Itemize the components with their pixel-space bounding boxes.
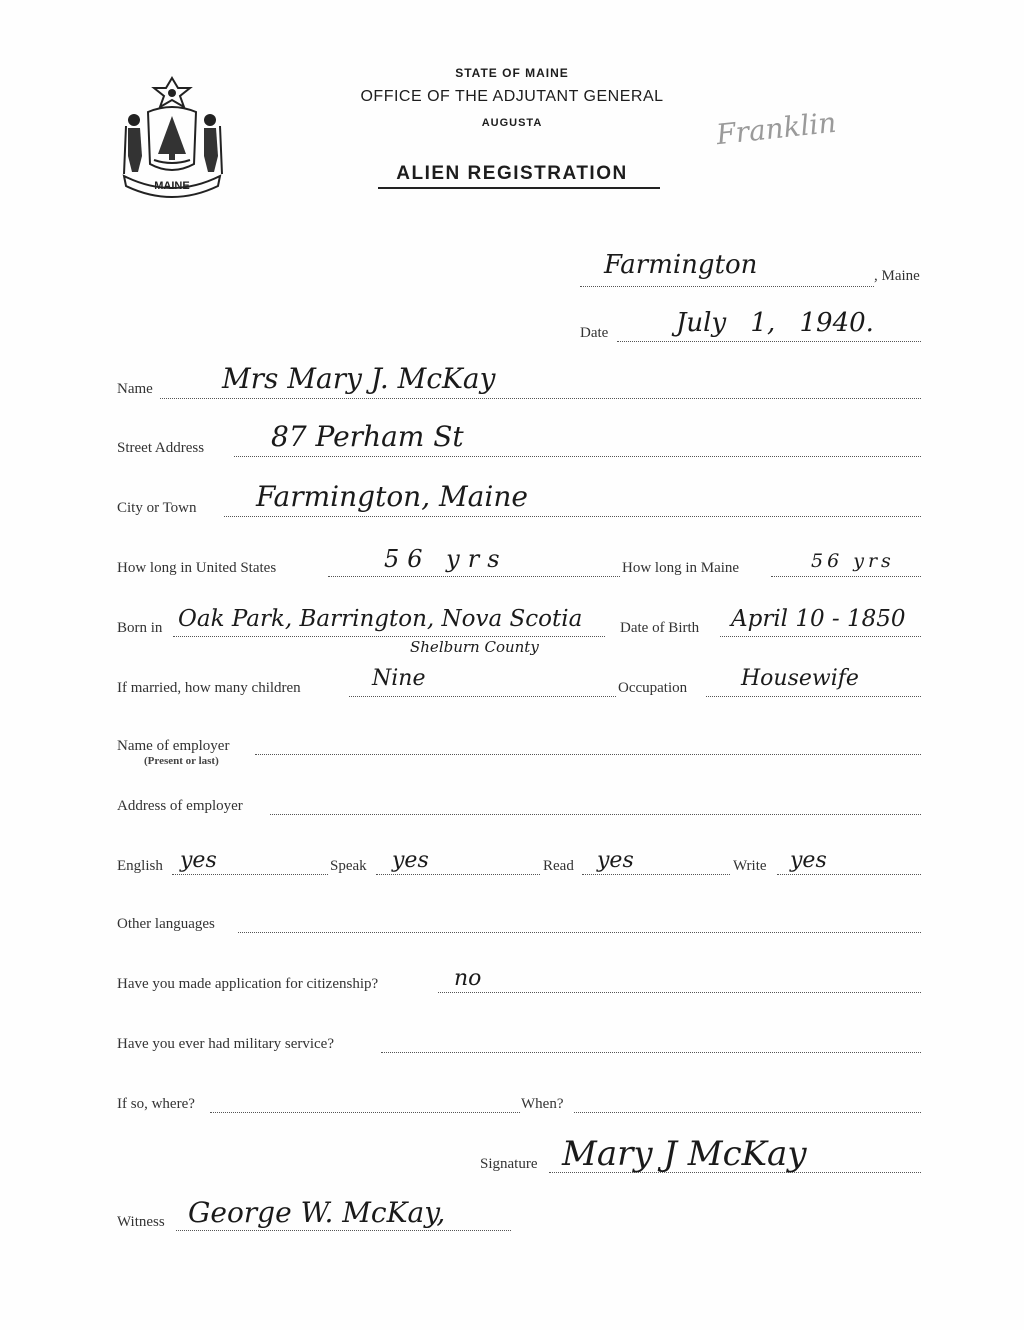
how-long-maine-label: How long in Maine — [622, 560, 740, 576]
witness-label: Witness — [117, 1214, 165, 1230]
english-value: yes — [180, 848, 217, 873]
military-line — [381, 1052, 921, 1053]
date-value: July 1, 1940. — [676, 308, 874, 338]
name-line — [160, 398, 921, 399]
born-in-label: Born in — [117, 620, 163, 636]
born-in-value: Oak Park, Barrington, Nova Scotia — [178, 606, 583, 632]
title-underline — [378, 187, 660, 189]
how-long-us-line — [328, 576, 620, 577]
employer-address-line — [270, 814, 921, 815]
maine-label: , Maine — [874, 268, 920, 284]
read-line — [582, 874, 730, 875]
other-languages-label: Other languages — [117, 916, 215, 932]
write-value: yes — [790, 848, 827, 873]
witness-line — [176, 1230, 511, 1231]
children-line — [349, 696, 616, 697]
employer-note: (Present or last) — [144, 755, 219, 767]
street-value: 87 Perham St — [271, 420, 464, 453]
date-line — [617, 341, 921, 342]
military-label: Have you ever had military service? — [117, 1036, 334, 1052]
write-label: Write — [733, 858, 767, 874]
how-long-us-label: How long in United States — [117, 560, 277, 576]
write-line — [777, 874, 921, 875]
read-label: Read — [543, 858, 574, 874]
employer-address-label: Address of employer — [117, 798, 243, 814]
form-title: ALIEN REGISTRATION — [396, 163, 628, 184]
english-label: English — [117, 858, 163, 874]
date-of-birth-value: April 10 - 1850 — [731, 606, 906, 632]
town-line — [580, 286, 874, 287]
employer-label: Name of employer — [117, 738, 230, 754]
speak-line — [376, 874, 540, 875]
office-heading: OFFICE OF THE ADJUTANT GENERAL — [360, 88, 664, 105]
read-value: yes — [597, 848, 634, 873]
name-value: Mrs Mary J. McKay — [222, 362, 496, 395]
when-line — [574, 1112, 921, 1113]
other-languages-line — [238, 932, 921, 933]
speak-value: yes — [392, 848, 429, 873]
city-heading: AUGUSTA — [481, 117, 543, 129]
citizenship-line — [438, 992, 921, 993]
county-annotation: Franklin — [714, 105, 838, 152]
town-value: Farmington — [604, 250, 758, 280]
seal-text: MAINE — [154, 180, 190, 192]
date-label: Date — [580, 325, 609, 341]
signature-label: Signature — [480, 1156, 538, 1172]
witness-value: George W. McKay, — [188, 1196, 446, 1229]
how-long-maine-value: 56 yrs — [811, 550, 895, 572]
children-value: Nine — [372, 666, 426, 691]
employer-line — [255, 754, 921, 755]
born-county-value: Shelburn County — [410, 638, 539, 656]
occupation-value: Housewife — [741, 666, 859, 691]
english-line — [172, 874, 328, 875]
street-label: Street Address — [117, 440, 205, 456]
occupation-label: Occupation — [618, 680, 688, 696]
how-long-us-value: 56 yrs — [384, 545, 508, 573]
name-label: Name — [117, 381, 153, 397]
born-in-line — [173, 636, 605, 637]
date-of-birth-line — [720, 636, 921, 637]
how-long-maine-line — [771, 576, 921, 577]
signature-value: Mary J McKay — [562, 1134, 807, 1174]
citizenship-value: no — [454, 966, 482, 991]
children-label: If married, how many children — [117, 680, 301, 696]
city-line — [224, 516, 921, 517]
citizenship-label: Have you made application for citizenship? — [117, 976, 379, 992]
city-value: Farmington, Maine — [256, 480, 528, 513]
date-of-birth-label: Date of Birth — [620, 620, 700, 636]
speak-label: Speak — [330, 858, 367, 874]
when-label: When? — [521, 1096, 564, 1112]
street-line — [234, 456, 921, 457]
where-line — [210, 1112, 520, 1113]
state-heading: STATE OF MAINE — [455, 66, 569, 80]
occupation-line — [706, 696, 921, 697]
where-label: If so, where? — [117, 1096, 195, 1112]
city-label: City or Town — [117, 500, 197, 516]
